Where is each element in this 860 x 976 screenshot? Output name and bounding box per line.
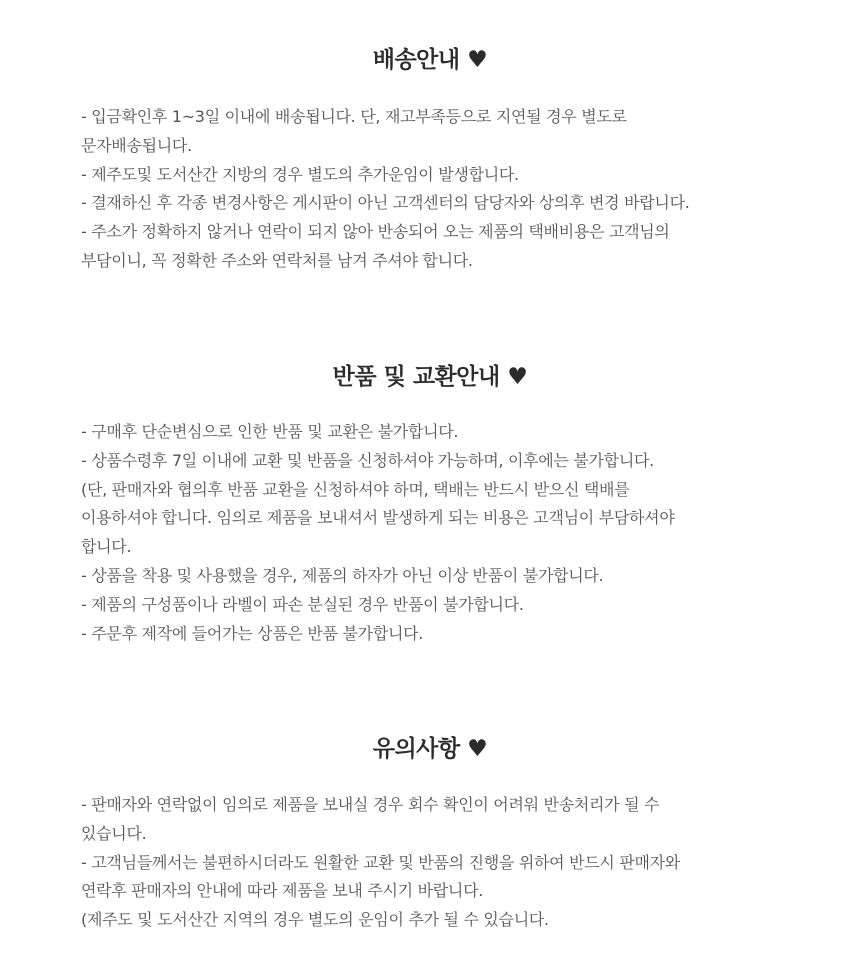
shipping-line: - 결재하신 후 각종 변경사항은 게시판이 아닌 고객센터의 담당자와 상의후 변경 바랍니다. [81, 193, 690, 213]
shipping-title: 배송안내 ♥ [372, 47, 488, 73]
notice-line: - 고객님들께서는 불편하시더라도 원활한 교환 및 반품의 진행을 위하여 반드시 판매자와 [81, 852, 680, 872]
notice-line: 있습니다. [81, 823, 147, 843]
return-line: (단, 판매자와 협의후 반품 교환을 신청하셔야 하며, 택배는 반드시 받으신 택배를 [81, 479, 630, 499]
return-title: 반품 및 교환안내 ♥ [332, 364, 528, 390]
return-line: 이용하셔야 합니다. 임의로 제품을 보내셔서 발생하게 되는 비용은 고객님이 부담하셔야 [81, 508, 675, 528]
return-line: - 상품을 착용 및 사용했을 경우, 제품의 하자가 아닌 이상 반품이 불가합니다. [81, 565, 604, 585]
notice-body [81, 791, 781, 935]
return-line: 합니다. [81, 537, 132, 557]
return-body [81, 418, 781, 648]
return-line: - 주문후 제작에 들어가는 상품은 반품 불가합니다. [81, 623, 424, 643]
notice-line: (제주도 및 도서산간 지역의 경우 별도의 운임이 추가 될 수 있습니다. [81, 910, 549, 930]
return-line: - 구매후 단순변심으로 인한 반품 및 교환은 불가합니다. [81, 422, 459, 441]
return-line: - 제품의 구성품이나 라벨이 파손 분실된 경우 반품이 불가합니다. [81, 594, 524, 614]
shipping-line: - 입금확인후 1~3일 이내에 배송됩니다. 단, 재고부족등으로 지연될 경우 별도로 [81, 107, 627, 126]
notice-line: 연락후 판매자의 안내에 따라 제품을 보내 주시기 바랍니다. [81, 881, 484, 901]
shipping-body [81, 103, 781, 276]
shipping-line: 문자배송됩니다. [81, 135, 192, 155]
notice-line: - 판매자와 연락없이 임의로 제품을 보내실 경우 회수 확인이 어려워 반송처리가 될 수 [81, 795, 660, 814]
return-line: - 상품수령후 7일 이내에 교환 및 반품을 신청하셔야 가능하며, 이후에는 불가합니다. [81, 450, 654, 470]
notice-title: 유의사항 ♥ [372, 736, 488, 762]
shipping-line: 부담이니, 꼭 정확한 주소와 연락처를 남겨 주셔야 합니다. [81, 250, 473, 270]
shipping-line: - 제주도및 도서산간 지방의 경우 별도의 추가운임이 발생합니다. [81, 164, 519, 184]
shipping-line: - 주소가 정확하지 않거나 연락이 되지 않아 반송되어 오는 제품의 택배비용은 고객님의 [81, 222, 670, 242]
